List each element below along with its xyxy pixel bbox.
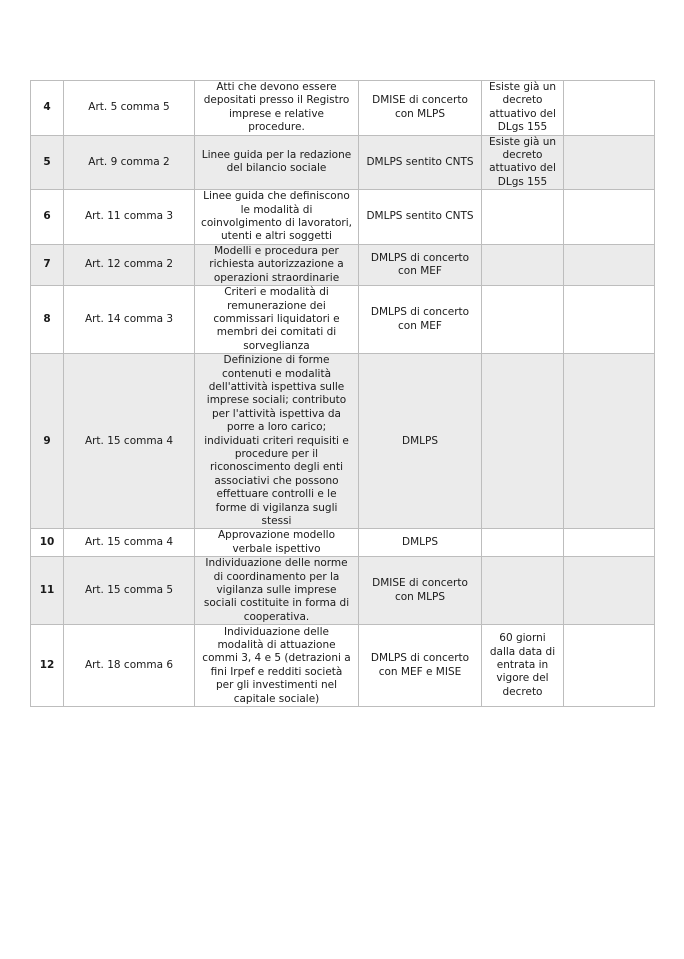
table-row	[31, 286, 655, 354]
notes-cell	[564, 354, 655, 529]
issuing-authority: DMLPS di concerto con MEF	[359, 286, 482, 354]
article-reference: Art. 11 comma 3	[64, 190, 195, 245]
row-number: 10	[31, 529, 64, 557]
notes-cell	[564, 135, 655, 190]
notes-cell	[564, 81, 655, 136]
notes-cell	[564, 625, 655, 707]
deadline-status	[482, 354, 564, 529]
article-reference: Art. 15 comma 5	[64, 557, 195, 625]
decree-subject: Definizione di forme contenuti e modalità dell'attività ispettiva sulle imprese sociali; contributo per l'attività ispettiva da porre a loro carico; individuati criteri requisiti e procedure per il riconoscimento degli enti associativi che possono effettuare controlli e le forme di vigilanza sugli stessi	[195, 354, 359, 529]
article-reference: Art. 14 comma 3	[64, 286, 195, 354]
issuing-authority: DMLPS di concerto con MEF e MISE	[359, 625, 482, 707]
issuing-authority: DMISE di concerto con MLPS	[359, 557, 482, 625]
table-row	[31, 557, 655, 625]
issuing-authority: DMLPS	[359, 354, 482, 529]
row-number: 7	[31, 244, 64, 285]
notes-cell	[564, 529, 655, 557]
article-reference: Art. 12 comma 2	[64, 244, 195, 285]
deadline-status: 60 giorni dalla data di entrata in vigore del decreto	[482, 625, 564, 707]
deadline-status	[482, 529, 564, 557]
decree-subject: Criteri e modalità di remunerazione dei commissari liquidatori e membri dei comitati di sorveglianza	[195, 286, 359, 354]
row-number: 6	[31, 190, 64, 245]
decree-subject: Linee guida per la redazione del bilancio sociale	[195, 135, 359, 190]
row-number: 5	[31, 135, 64, 190]
deadline-status: Esiste già un decreto attuativo del DLgs 155	[482, 81, 564, 136]
article-reference: Art. 18 comma 6	[64, 625, 195, 707]
deadline-status	[482, 286, 564, 354]
table-row	[31, 529, 655, 557]
issuing-authority: DMLPS di concerto con MEF	[359, 244, 482, 285]
table-row	[31, 354, 655, 529]
row-number: 8	[31, 286, 64, 354]
decree-subject: Modelli e procedura per richiesta autorizzazione a operazioni straordinarie	[195, 244, 359, 285]
table-row	[31, 244, 655, 285]
row-number: 11	[31, 557, 64, 625]
table-row	[31, 190, 655, 245]
issuing-authority: DMISE di concerto con MLPS	[359, 81, 482, 136]
article-reference: Art. 15 comma 4	[64, 354, 195, 529]
row-number: 9	[31, 354, 64, 529]
row-number: 4	[31, 81, 64, 136]
row-number: 12	[31, 625, 64, 707]
issuing-authority: DMLPS	[359, 529, 482, 557]
article-reference: Art. 15 comma 4	[64, 529, 195, 557]
implementing-decrees-table	[30, 80, 655, 707]
deadline-status	[482, 244, 564, 285]
table-row	[31, 625, 655, 707]
article-reference: Art. 5 comma 5	[64, 81, 195, 136]
notes-cell	[564, 244, 655, 285]
decree-subject: Atti che devono essere depositati presso il Registro imprese e relative procedure.	[195, 81, 359, 136]
article-reference: Art. 9 comma 2	[64, 135, 195, 190]
decree-subject: Linee guida che definiscono le modalità di coinvolgimento di lavoratori, utenti e altri soggetti	[195, 190, 359, 245]
issuing-authority: DMLPS sentito CNTS	[359, 135, 482, 190]
notes-cell	[564, 557, 655, 625]
table-row	[31, 135, 655, 190]
deadline-status: Esiste già un decreto attuativo del DLgs 155	[482, 135, 564, 190]
table-row	[31, 81, 655, 136]
deadline-status	[482, 190, 564, 245]
notes-cell	[564, 286, 655, 354]
decree-subject: Individuazione delle modalità di attuazione commi 3, 4 e 5 (detrazioni a fini Irpef e redditi società per gli investimenti nel capitale sociale)	[195, 625, 359, 707]
decree-subject: Approvazione modello verbale ispettivo	[195, 529, 359, 557]
deadline-status	[482, 557, 564, 625]
issuing-authority: DMLPS sentito CNTS	[359, 190, 482, 245]
notes-cell	[564, 190, 655, 245]
decree-subject: Individuazione delle norme di coordinamento per la vigilanza sulle imprese sociali costituite in forma di cooperativa.	[195, 557, 359, 625]
